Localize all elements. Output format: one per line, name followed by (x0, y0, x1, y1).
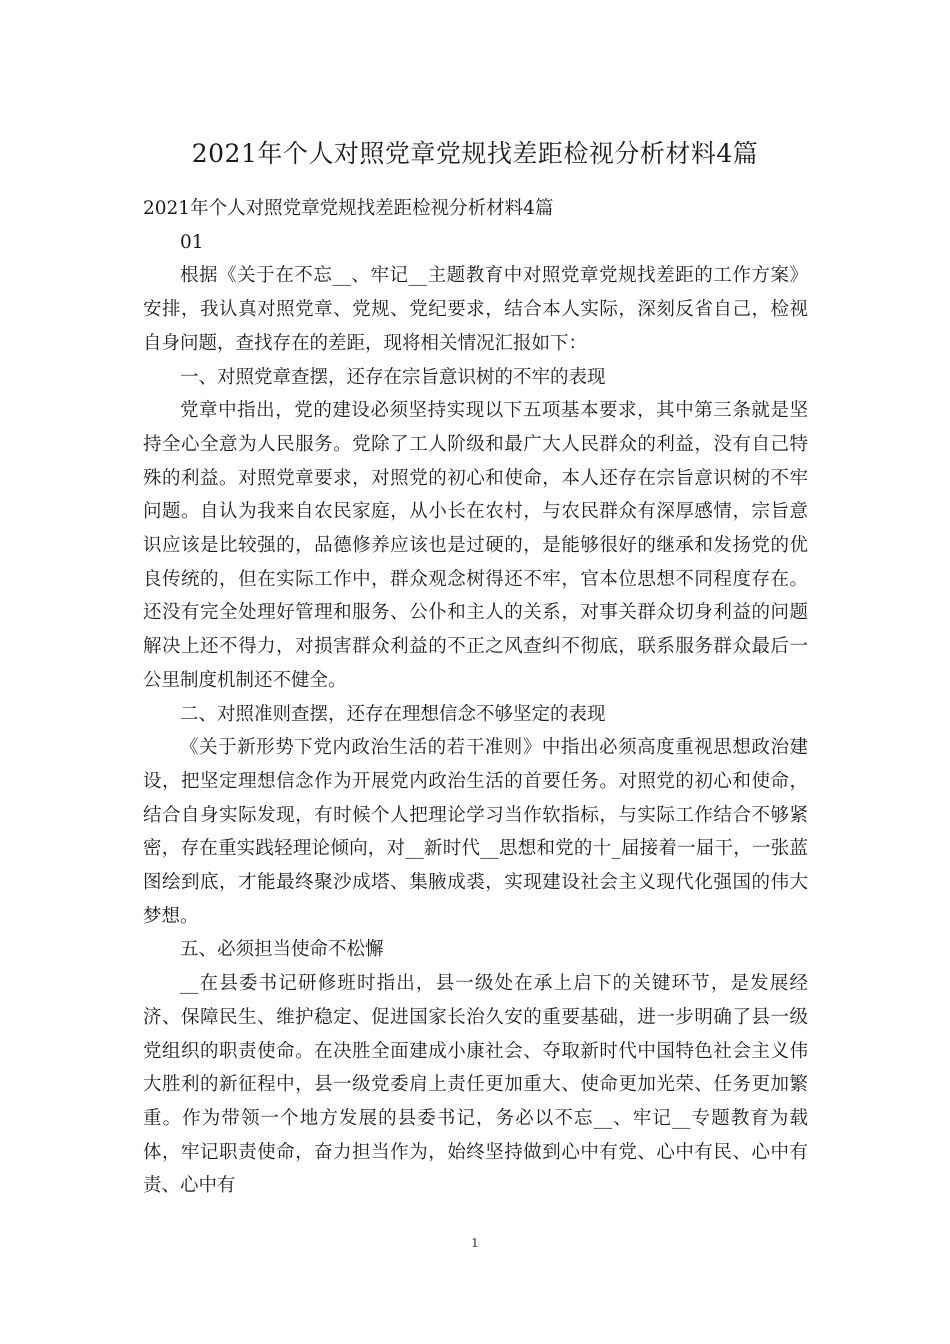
paragraph-intro: 根据《关于在不忘__、牢记__主题教育中对照党章党规找差距的工作方案》安排，我认真对照党章、党规、党纪要求，结合本人实际，深刻反省自己，检视自身问题，查找存在的差距，现将相关情况汇报如下： (143, 265, 808, 354)
section-number: 01 (180, 231, 204, 253)
paragraph-section-2: 《关于新形势下党内政治生活的若干准则》中指出必须高度重视思想政治建设，把坚定理想信念作为开展党内政治生活的首要任务。对照党的初心和使命，结合自身实际发现，有时候个人把理论学习当作软指标，与实际工作结合不够紧密，存在重实践轻理论倾向，对__新时代__思想和党的十_届接着一届干，一张蓝图绘到底，才能最终聚沙成塔、集腋成裘，实现建设社会主义现代化强国的伟大梦想。 (143, 737, 808, 927)
heading-section-2: 二、对照准则查摆，还存在理想信念不够坚定的表现 (180, 703, 606, 725)
heading-section-5: 五、必须担当使命不松懈 (180, 939, 384, 961)
document-title: 2021年个人对照党章党规找差距检视分析材料4篇 (191, 139, 759, 168)
paragraph-section-1: 党章中指出，党的建设必须坚持实现以下五项基本要求，其中第三条就是坚持全心全意为人民服务。党除了工人阶级和最广大人民群众的利益，没有自己特殊的利益。对照党章要求，对照党的初心和使命，本人还存在宗旨意识树的不牢问题。自认为我来自农民家庭，从小长在农村，与农民群众有深厚感情，宗旨意识应该是比较强的，品德修养应该也是过硬的，是能够很好的继承和发扬党的优良传统的，但在实际工作中，群众观念树得还不牢，官本位思想不同程度存在。还没有完全处理好管理和服务、公仆和主人的关系，对事关群众切身利益的问题解决上还不得力，对损害群众利益的不正之风查纠不彻底，联系服务群众最后一公里制度机制还不健全。 (143, 400, 808, 691)
document-subtitle: 2021年个人对照党章党规找差距检视分析材料4篇 (143, 198, 554, 219)
document-body (143, 192, 808, 1203)
paragraph-section-5: __在县委书记研修班时指出，县一级处在承上启下的关键环节，是发展经济、保障民生、维护稳定、促进国家长治久安的重要基础，进一步明确了县一级党组织的职责使命。在决胜全面建成小康社会、夺取新时代中国特色社会主义伟大胜利的新征程中，县一级党委肩上责任更加重大、使命更加光荣、任务更加繁重。作为带领一个地方发展的县委书记，务必以不忘__、牢记__专题教育为载体，牢记职责使命，奋力担当作为，始终坚持做到心中有党、心中有民、心中有责、心中有 (143, 973, 808, 1197)
heading-section-1: 一、对照党章查摆，还存在宗旨意识树的不牢的表现 (180, 366, 606, 388)
page-number: 1 (471, 1236, 479, 1250)
